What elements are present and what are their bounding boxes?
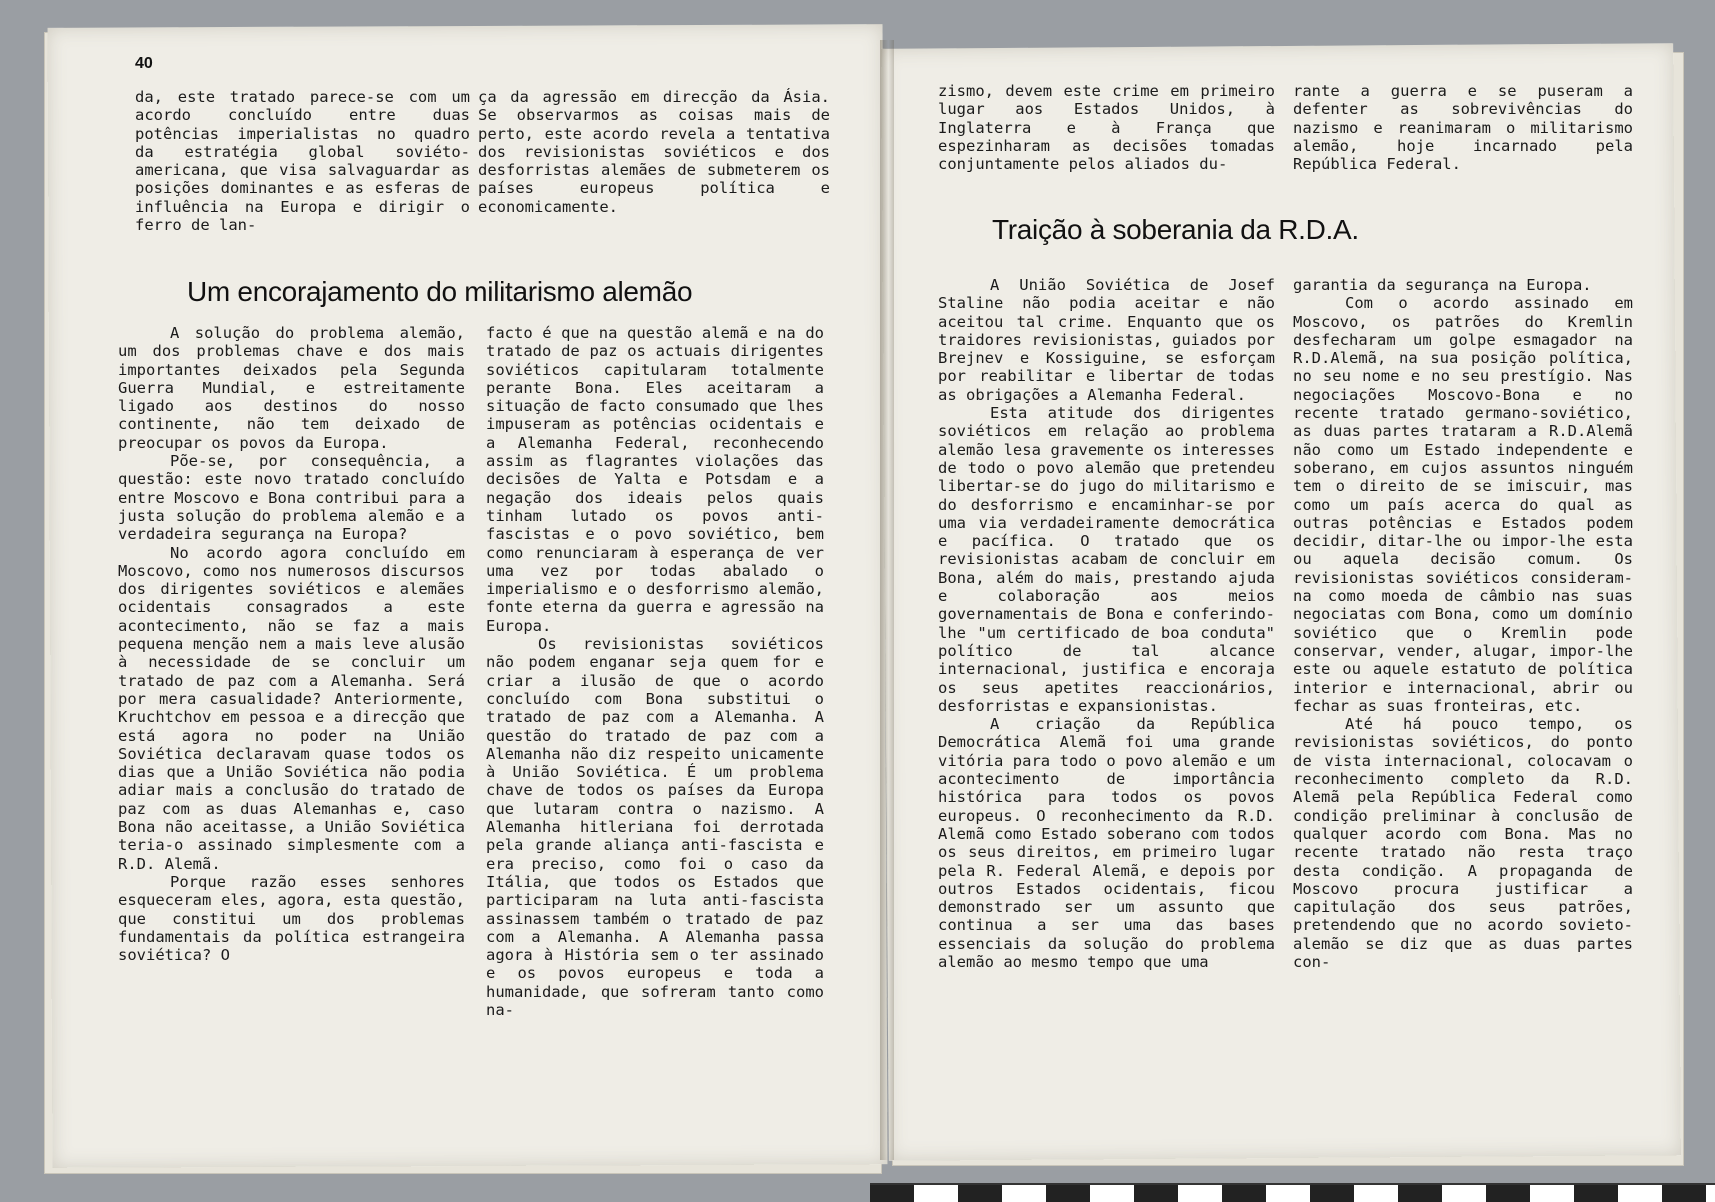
paragraph: facto é que na questão alemã e na do tratado de paz os actuais dirigentes soviéticos capitularam totalmente perante Bona. Eles aceitaram a situação de facto consumado que lhes impuseram as potências ocidentais e a Alemanha Federal, reconhecendo assim as flagrantes violações das decisões de Yalta e Potsdam e a negação dos ideais pelos quais tinham lutado os povos anti-fascistas e o povo soviético, bem como renunciaram à esperança de ver uma vez por todas abalado o imperialismo e o desforrismo alemão, fonte eterna da guerra e agressão na Europa.	[486, 324, 824, 635]
paragraph: garantia da segurança na Europa.	[1293, 276, 1592, 294]
left-section-heading: Um encorajamento do militarismo alemão	[187, 276, 693, 307]
right-intro-column-2	[1293, 82, 1633, 173]
ruler-tick	[1574, 1185, 1618, 1202]
right-body-column-1	[938, 276, 1275, 971]
paragraph: No acordo agora concluído em Moscovo, como nos numerosos discursos dos dirigentes soviéticos e alemães ocidentais consagrados a este acontecimento, não se faz a mais pequena menção nem a mais leve alusão à necessidade de se concluir um tratado de paz com a Alemanha. Será por mera casualidade? Anteriormente, Kruchtchov em pessoa e a direcção que está agora no poder na União Soviética declaravam quase todos os dias que a União Soviética não podia adiar mais a conclusão do tratado de paz com as duas Alemanhas e, caso Bona não aceitasse, a União Soviética teria-o assinado simplesmente com a R.D. Alemã.	[118, 543, 465, 873]
paragraph: A União Soviética de Josef Staline não podia aceitar e não aceitou tal crime. Enquanto que os traidores revisionistas, guiados por Brejnev e Kossiguine, se esforçam por reabilitar e libertar de todas as obrigações a Alemanha Federal.	[938, 276, 1275, 404]
ruler-tick	[1486, 1185, 1530, 1202]
right-body-column-2	[1293, 276, 1633, 971]
ruler-tick	[1662, 1185, 1706, 1202]
ruler-tick	[1222, 1185, 1266, 1202]
ruler-tick	[1398, 1185, 1442, 1202]
left-intro-column-1	[135, 88, 470, 234]
right-intro-column-1	[938, 82, 1275, 173]
paragraph: ça da agressão em direcção da Ásia. Se observarmos as coisas mais de perto, este acordo revela a tentativa dos revisionistas soviéticos e dos desforristas alemães de submeterem os países europeus política e economicamente.	[478, 88, 830, 216]
paragraph: da, este tratado parece-se com um acordo concluído entre duas potências imperialistas no quadro da estratégia global soviéto-americana, que visa salvaguardar as posições dominantes e as esferas de influência na Europa e dirigir o ferro de lan-	[135, 88, 470, 235]
paragraph: Põe-se, por consequência, a questão: este novo tratado concluído entre Moscovo e Bona contribui para a justa solução do problema alemão e a verdadeira segurança na Europa?	[118, 452, 465, 544]
ruler-tick	[1046, 1185, 1090, 1202]
book-gutter	[880, 40, 894, 1160]
paragraph: rante a guerra e se puseram a defenter as sobrevivências do nazismo e reanimaram o militarismo alemão, hoje incarnado pela República Federal.	[1293, 82, 1633, 174]
left-intro-column-2	[478, 88, 830, 216]
paragraph: zismo, devem este crime em primeiro lugar aos Estados Unidos, à Inglaterra e à França que espezinharam as decisões tomadas conjuntamente pelos aliados du-	[938, 82, 1275, 174]
ruler-tick	[1310, 1185, 1354, 1202]
paragraph: Os revisionistas soviéticos não podem enganar seja quem for e criar a ilusão de que o acordo concluído com Bona substitui o tratado de paz com a Alemanha. A questão do tratado de paz com a Alemanha não diz respeito unicamente à União Soviética. É um problema chave de todos os países da Europa que lutaram contra o nazismo. A Alemanha hitleriana foi derrotada pela grande aliança anti-fascista e era preciso, como foi o caso da Itália, que todos os Estados que participaram na luta anti-fascista assinassem também o tratado de paz com a Alemanha. A Alemanha passa agora à História sem o ter assinado e os povos europeus e toda a humanidade, que sofreram tanto como na-	[486, 635, 824, 1019]
page-number: 40	[135, 55, 153, 72]
paragraph: A criação da República Democrática Alemã foi uma grande vitória para todo o povo alemão e um acontecimento de importância histórica para todos os povos europeus. O reconhecimento da R.D. Alemã como Estado soberano com todos os seus direitos, em primeiro lugar pela R. Federal Alemã, e depois por outros Estados ocidentais, ficou demonstrado ser um assunto que continua a ser uma das bases essenciais da solução do problema alemão ao mesmo tempo que uma	[938, 715, 1275, 971]
left-body-column-2	[486, 324, 824, 1019]
scale-ruler	[870, 1183, 1715, 1202]
right-section-heading: Traição à soberania da R.D.A.	[992, 214, 1359, 245]
paragraph: Porque razão esses senhores esqueceram eles, agora, esta questão, que constitui um dos problemas fundamentais da política estrangeira soviética? O	[118, 872, 465, 965]
paragraph: Esta atitude dos dirigentes soviéticos em relação ao problema alemão lesa gravemente os interesses de todo o povo alemão que pretendeu libertar-se do jugo do militarismo e do desforrismo e encaminhar-se por uma via verdadeiramente democrática e pacífica. O tratado que os revisionistas acabam de concluir em Bona, além do mais, prestando ajuda e colaboração aos meios governamentais de Bona e conferindo-lhe "um certificado de boa conduta" político de tal alcance internacional, justifica e encoraja os seus apetites reaccionários, desforristas e expansionistas.	[938, 404, 1275, 715]
ruler-tick	[958, 1185, 1002, 1202]
paragraph: Com o acordo assinado em Moscovo, os patrões do Kremlin desfecharam um golpe esmagador na R.D.Alemã, na sua posição política, no seu nome e no seu prestígio. Nas negociações Moscovo-Bona e no recente tratado germano-soviético, as duas partes trataram a R.D.Alemã não como um Estado independente e soberano, em cujos assuntos ninguém tem o direito de se imiscuir, mas como um país acerca do qual as outras potências e Estados podem decidir, ditar-lhe ou impor-lhe esta ou aquela decisão comum. Os revisionistas soviéticos consideram-na como moeda de câmbio nas suas negociatas com Bona, como um domínio soviético que o Kremlin pode conservar, vender, alugar, impor-lhe este ou aquele estatuto de política interior e internacional, abrir ou fechar as suas fronteiras, etc.	[1293, 294, 1633, 715]
paragraph: Até há pouco tempo, os revisionistas soviéticos, do ponto de vista internacional, colocavam o reconhecimento completo da R.D. Alemã pela República Federal como condição preliminar à conclusão de qualquer acordo com Bona. Mas no recente tratado não resta traço desta condição. A propaganda de Moscovo procura justificar a capitulação dos seus patrões, pretendendo que no acordo sovieto-alemão se diz que as duas partes con-	[1293, 715, 1633, 971]
left-body-column-1	[118, 324, 465, 964]
paragraph: A solução do problema alemão, um dos problemas chave e dos mais importantes deixados pela Segunda Guerra Mundial, e estreitamente ligado aos destinos do nosso continente, não tem deixado de preocupar os povos da Europa.	[118, 324, 465, 452]
ruler-tick	[1134, 1185, 1178, 1202]
ruler-tick	[870, 1185, 914, 1202]
